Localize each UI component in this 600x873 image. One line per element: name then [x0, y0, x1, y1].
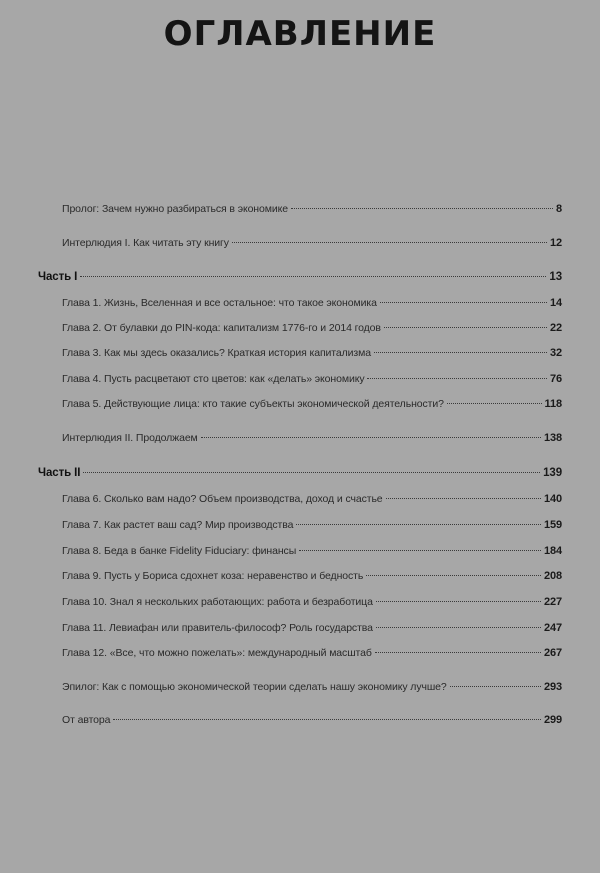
- toc-entry-page: 14: [549, 297, 562, 309]
- leader-dots: [447, 403, 542, 404]
- toc-entry-chapter-12: [62, 647, 562, 667]
- toc-entry-chapter-11: [62, 622, 562, 642]
- leader-dots: [80, 276, 546, 277]
- toc-entry-chapter-1: [62, 297, 562, 317]
- toc-entry-page: 184: [543, 545, 562, 557]
- leader-dots: [386, 498, 541, 499]
- toc-entry-page: 293: [543, 681, 562, 693]
- toc-entry-page: 13: [549, 271, 562, 283]
- leader-dots: [299, 550, 541, 551]
- toc-entry-label: Глава 10. Знал я нескольких работающих: работа и безработица: [62, 596, 373, 608]
- toc-entry-label: Интерлюдия II. Продолжаем: [62, 432, 198, 444]
- toc-entry-author-note: [62, 714, 562, 734]
- toc-entry-interlude-2: [62, 432, 562, 452]
- toc-entry-chapter-9: [62, 570, 562, 590]
- leader-dots: [201, 437, 541, 438]
- toc-entry-label: Часть I: [38, 271, 78, 283]
- toc-entry-page: 12: [549, 237, 562, 249]
- toc-entry-page: 159: [543, 519, 562, 531]
- toc-entry-page: 299: [543, 714, 562, 726]
- toc-entry-page: 208: [543, 570, 562, 582]
- toc-entry-chapter-7: [62, 519, 562, 539]
- leader-dots: [113, 719, 541, 720]
- page-title: ОГЛАВЛЕНИЕ: [163, 14, 437, 54]
- toc-entry-page: 22: [549, 322, 562, 334]
- toc-entry-label: Глава 1. Жизнь, Вселенная и все остальное: что такое экономика: [62, 297, 377, 309]
- toc-entry-page: 140: [543, 493, 562, 505]
- leader-dots: [376, 627, 541, 628]
- toc-entry-page: 76: [549, 373, 562, 385]
- toc-entry-epilogue: [62, 681, 562, 701]
- toc-entry-label: Глава 9. Пусть у Бориса сдохнет коза: неравенство и бедность: [62, 570, 364, 582]
- leader-dots: [366, 575, 541, 576]
- toc-entry-label: Пролог: Зачем нужно разбираться в экономике: [62, 203, 288, 215]
- toc-entry-chapter-3: [62, 347, 562, 367]
- toc-entry-label: Глава 5. Действующие лица: кто такие субъекты экономической деятельности?: [62, 398, 444, 410]
- toc-entry-label: От автора: [62, 714, 111, 726]
- toc-entry-page: 139: [543, 467, 562, 479]
- toc-entry-chapter-4: [62, 373, 562, 393]
- toc-entry-chapter-5: [62, 398, 562, 418]
- toc-entry-label: Интерлюдия I. Как читать эту книгу: [62, 237, 229, 249]
- toc-entry-page: 138: [543, 432, 562, 444]
- leader-dots: [374, 352, 547, 353]
- toc-entry-chapter-8: [62, 545, 562, 565]
- toc-entry-page: 118: [544, 398, 562, 410]
- leader-dots: [384, 327, 547, 328]
- toc-entry-page: 8: [555, 203, 562, 215]
- toc-entry-chapter-2: [62, 322, 562, 342]
- toc-part-1: [38, 271, 562, 291]
- toc-part-2: [38, 467, 562, 487]
- toc-entry-label: Глава 2. От булавки до PIN-кода: капитализм 1776-го и 2014 годов: [62, 322, 381, 334]
- toc-entry-page: 267: [543, 647, 562, 659]
- leader-dots: [376, 601, 541, 602]
- leader-dots: [296, 524, 541, 525]
- toc-entry-interlude-1: [62, 237, 562, 257]
- toc-entry-page: 247: [543, 622, 562, 634]
- toc-entry-label: Глава 12. «Все, что можно пожелать»: международный масштаб: [62, 647, 372, 659]
- toc-entry-label: Глава 4. Пусть расцветают сто цветов: как «делать» экономику: [62, 373, 365, 385]
- leader-dots: [367, 378, 546, 379]
- toc-entry-chapter-10: [62, 596, 562, 616]
- leader-dots: [83, 472, 540, 473]
- leader-dots: [380, 302, 547, 303]
- toc-entry-page: 32: [549, 347, 562, 359]
- leader-dots: [375, 652, 541, 653]
- toc-entry-label: Глава 6. Сколько вам надо? Объем производства, доход и счастье: [62, 493, 383, 505]
- toc-entry-label: Глава 11. Левиафан или правитель-философ? Роль государства: [62, 622, 373, 634]
- leader-dots: [291, 208, 553, 209]
- toc-entry-prologue: [62, 203, 562, 223]
- toc-entry-label: Глава 7. Как растет ваш сад? Мир производства: [62, 519, 294, 531]
- toc-entry-page: 227: [543, 596, 562, 608]
- toc-entry-label: Часть II: [38, 467, 81, 479]
- toc-entry-label: Глава 3. Как мы здесь оказались? Краткая история капитализма: [62, 347, 372, 359]
- leader-dots: [450, 686, 541, 687]
- toc-entry-label: Глава 8. Беда в банке Fidelity Fiduciary: финансы: [62, 545, 297, 557]
- leader-dots: [232, 242, 547, 243]
- toc-entry-label: Эпилог: Как с помощью экономической теории сделать нашу экономику лучше?: [62, 681, 447, 693]
- toc-entry-chapter-6: [62, 493, 562, 513]
